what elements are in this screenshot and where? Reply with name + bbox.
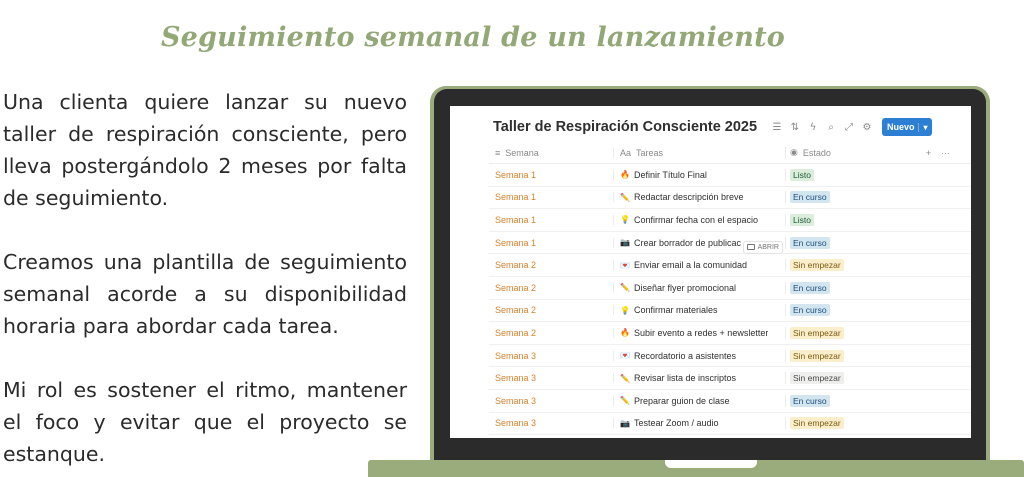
status-cell[interactable]	[785, 417, 905, 429]
status-badge: En curso	[790, 237, 830, 249]
paragraph-client: Una clienta quiere lanzar su nuevo taller de respiración consciente, pero lleva postergándolo 2 meses por falta de seguimiento.	[3, 90, 407, 210]
task-cell[interactable]	[613, 215, 785, 225]
task-cell[interactable]	[613, 373, 785, 383]
status-cell[interactable]	[785, 327, 905, 339]
task-emoji-icon: 💡	[620, 305, 630, 315]
new-button-label: Nuevo	[887, 122, 915, 132]
task-title: Subir evento a redes + newsletter	[634, 327, 769, 338]
table-row[interactable]	[489, 254, 971, 277]
table-row[interactable]	[489, 367, 971, 390]
column-actions	[905, 148, 971, 158]
task-emoji-icon: 📷	[620, 418, 630, 428]
laptop-notch	[665, 460, 757, 468]
status-cell[interactable]	[785, 169, 905, 181]
chevron-down-icon[interactable]: ▾	[918, 123, 932, 132]
new-button[interactable]	[882, 118, 932, 136]
expand-icon[interactable]: ⤢	[845, 121, 853, 133]
task-cell[interactable]	[613, 396, 785, 406]
settings-icon[interactable]: ⚙	[862, 121, 872, 133]
task-cell[interactable]	[613, 170, 785, 180]
task-title: Enviar email a la comunidad	[634, 260, 748, 271]
status-badge: Sin empezar	[790, 417, 844, 429]
status-icon: ◉	[790, 147, 798, 157]
task-title: Preparar guion de clase	[634, 395, 730, 406]
task-title: Confirmar fecha con el espacio	[634, 214, 759, 225]
week-cell[interactable]: Semana 2	[495, 282, 537, 293]
task-cell[interactable]	[613, 328, 785, 338]
task-title: Testear Zoom / audio	[634, 418, 719, 429]
status-badge: Listo	[790, 214, 814, 226]
task-title: Definir Título Final	[634, 169, 707, 180]
task-cell[interactable]	[613, 283, 785, 293]
table-row[interactable]	[489, 277, 971, 300]
filter-icon[interactable]: ☰	[772, 121, 782, 133]
task-cell[interactable]	[613, 418, 785, 428]
open-row-label: ABRIR	[757, 243, 779, 251]
task-emoji-icon: ✏️	[620, 192, 630, 202]
week-cell[interactable]: Semana 1	[495, 192, 537, 203]
sort-icon[interactable]: ⇅	[790, 121, 800, 133]
status-badge: En curso	[790, 282, 830, 294]
status-badge: Listo	[790, 169, 814, 181]
text-type-icon: Aa	[620, 147, 632, 158]
table-row[interactable]	[489, 164, 971, 187]
week-cell[interactable]: Semana 3	[495, 418, 537, 429]
task-emoji-icon: ✏️	[620, 283, 630, 293]
task-title: Crear borrador de publicac	[634, 237, 742, 248]
paragraph-template: Creamos una plantilla de seguimiento semanal acorde a su disponibilidad horaria para abordar cada tarea.	[3, 250, 407, 338]
week-cell[interactable]: Semana 1	[495, 237, 537, 248]
status-badge: Sin empezar	[790, 327, 844, 339]
task-emoji-icon: 💌	[620, 351, 630, 361]
task-emoji-icon: 📷	[620, 238, 630, 248]
task-cell[interactable]	[613, 351, 785, 361]
task-cell[interactable]	[613, 237, 785, 251]
open-row-button[interactable]	[743, 241, 783, 254]
week-cell[interactable]: Semana 3	[495, 373, 537, 384]
week-cell[interactable]: Semana 2	[495, 327, 537, 338]
table-row[interactable]	[489, 345, 971, 368]
task-title: Confirmar materiales	[634, 305, 718, 316]
database-toolbar	[768, 118, 932, 136]
table-row[interactable]	[489, 300, 971, 323]
case-description	[3, 86, 407, 477]
page-headline: Seguimiento semanal de un lanzamiento	[160, 22, 786, 53]
task-emoji-icon: 💡	[620, 215, 630, 225]
status-cell[interactable]	[785, 395, 905, 407]
week-cell[interactable]: Semana 2	[495, 305, 537, 316]
table-row[interactable]	[489, 187, 971, 210]
week-cell[interactable]: Semana 3	[495, 395, 537, 406]
table-header	[489, 142, 971, 164]
status-badge: Sin empezar	[790, 350, 844, 362]
status-cell[interactable]	[785, 304, 905, 316]
add-column-icon[interactable]: +	[925, 147, 932, 158]
column-header-tasks-label: Tareas	[636, 147, 664, 158]
week-cell[interactable]: Semana 1	[495, 214, 537, 225]
list-icon: ≡	[495, 147, 501, 158]
task-emoji-icon: ✏️	[620, 396, 630, 406]
paragraph-role: Mi rol es sostener el ritmo, mantener el foco y evitar que el proyecto se estanque.	[3, 378, 407, 466]
search-icon[interactable]: ⌕	[828, 121, 834, 133]
task-cell[interactable]	[613, 192, 785, 202]
week-cell[interactable]: Semana 1	[495, 169, 537, 180]
table-row[interactable]	[489, 390, 971, 413]
status-badge: Sin empezar	[790, 259, 844, 271]
task-cell[interactable]	[613, 260, 785, 270]
status-cell[interactable]	[785, 259, 905, 271]
task-emoji-icon: 🔥	[620, 170, 630, 180]
table-body	[489, 164, 971, 435]
week-cell[interactable]: Semana 3	[495, 350, 537, 361]
task-emoji-icon: ✏️	[620, 373, 630, 383]
status-badge: En curso	[790, 191, 830, 203]
status-badge: En curso	[790, 304, 830, 316]
task-emoji-icon: 🔥	[620, 328, 630, 338]
status-cell[interactable]	[785, 214, 905, 226]
task-title: Recordatorio a asistentes	[634, 350, 737, 361]
column-header-status-label: Estado	[802, 147, 831, 158]
week-cell[interactable]: Semana 2	[495, 260, 537, 271]
column-header-status[interactable]	[785, 147, 905, 158]
tasks-table	[489, 142, 971, 435]
task-title: Redactar descripción breve	[634, 192, 744, 203]
status-cell[interactable]	[785, 237, 905, 249]
task-title: Diseñar flyer promocional	[634, 282, 737, 293]
table-row[interactable]	[489, 322, 971, 345]
task-cell[interactable]	[613, 305, 785, 315]
table-row[interactable]	[489, 209, 971, 232]
status-badge: En curso	[790, 395, 830, 407]
database-title: Taller de Respiración Consciente 2025	[493, 119, 758, 135]
column-header-tasks[interactable]	[613, 148, 785, 158]
notion-database-screen	[450, 106, 971, 438]
status-cell[interactable]	[785, 191, 905, 203]
status-cell[interactable]	[785, 282, 905, 294]
status-badge: Sin empezar	[790, 372, 844, 384]
task-title: Revisar lista de inscriptos	[634, 373, 737, 384]
status-cell[interactable]	[785, 350, 905, 362]
open-panel-icon	[747, 244, 755, 250]
column-header-week[interactable]	[489, 148, 613, 158]
task-emoji-icon: 💌	[620, 260, 630, 270]
column-header-week-label: Semana	[505, 147, 539, 158]
table-row[interactable]	[489, 232, 971, 255]
automation-icon[interactable]: ϟ	[809, 121, 817, 133]
more-options-icon[interactable]: ···	[941, 147, 951, 158]
status-cell[interactable]	[785, 372, 905, 384]
table-row[interactable]	[489, 413, 971, 436]
